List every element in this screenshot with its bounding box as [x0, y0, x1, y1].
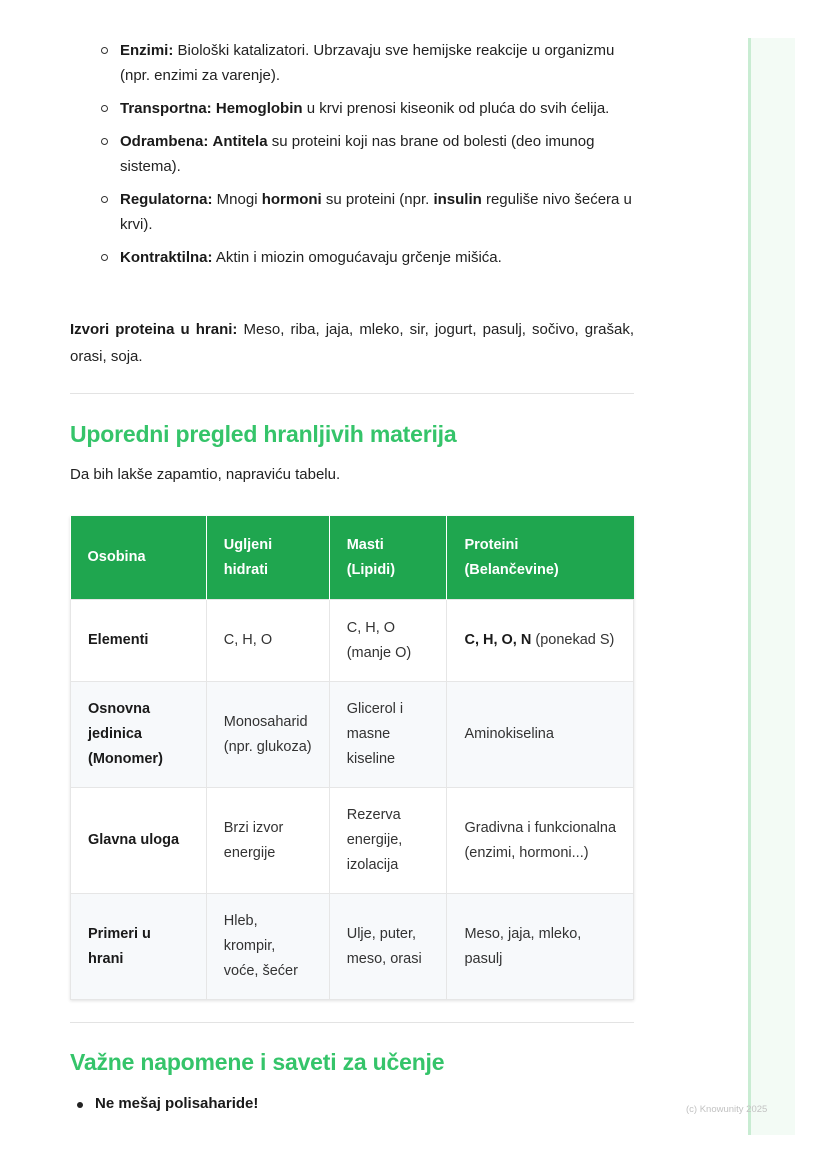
section-divider: [70, 1022, 634, 1023]
table-row: [71, 682, 634, 788]
list-item: [100, 245, 634, 270]
protein-sources-text: Meso, riba, jaja, mleko, sir, jogurt, pasulj, sočivo, grašak, orasi, soja.: [70, 321, 634, 365]
bold-text: Antitela: [212, 133, 268, 150]
text-run: u krvi prenosi kiseonik od pluća do svih ćelija.: [302, 100, 610, 117]
text-run: Aminokiselina: [464, 726, 554, 742]
table-cell: [447, 788, 634, 894]
table-cell: [447, 600, 634, 682]
table-header-cell: Proteini (Belančevine): [447, 516, 634, 600]
text-run: Mnogi: [212, 191, 262, 208]
row-label-cell: Elementi: [71, 600, 207, 682]
table-cell: [206, 682, 329, 788]
list-item: [100, 187, 634, 237]
table-cell: [329, 600, 447, 682]
table-cell: [329, 788, 447, 894]
table-row: [71, 894, 634, 1000]
row-label-cell: Primeri u hrani: [71, 894, 207, 1000]
comparison-heading: Uporedni pregled hranljivih materija: [70, 421, 457, 447]
text-run: (ponekad S): [531, 632, 615, 648]
text-run: C, H, O: [223, 632, 273, 648]
bold-text: Enzimi:: [120, 42, 174, 59]
nutrients-comparison-table: [70, 516, 634, 1000]
text-run: Rezerva energije, izolacija: [346, 807, 403, 873]
text-run: Ulje, puter, meso, orasi: [346, 925, 422, 967]
table-cell: [329, 894, 447, 1000]
list-item: [100, 96, 634, 121]
table-cell: [447, 682, 634, 788]
table-header-cell: Masti (Lipidi): [329, 516, 447, 600]
section-divider: [70, 393, 634, 394]
table-cell: [329, 682, 447, 788]
bold-text: hormoni: [261, 191, 322, 208]
table-cell: [206, 600, 329, 682]
bold-text: Hemoglobin: [215, 100, 303, 117]
text-run: su proteini (npr.: [321, 191, 434, 208]
table-header-cell: Ugljeni hidrati: [206, 516, 329, 600]
table-header-cell: Osobina: [71, 516, 207, 600]
table-cell: [206, 788, 329, 894]
text-run: C, H, O (manje O): [346, 619, 412, 661]
text-run: reguliše nivo šećera u krvi).: [120, 191, 632, 233]
table-cell: [447, 894, 634, 1000]
side-panel: [748, 38, 795, 1135]
text-run: Brzi izvor energije: [223, 819, 284, 861]
protein-sources-paragraph: [70, 316, 634, 370]
text-run: Meso, jaja, mleko, pasulj: [464, 925, 582, 967]
table-row: [71, 788, 634, 894]
bold-text: C, H, O, N: [464, 632, 532, 648]
bold-text: Kontraktilna:: [120, 249, 213, 266]
list-item: Ne mešaj polisaharide!: [75, 1095, 258, 1112]
tips-heading: Važne napomene i saveti za učenje: [70, 1049, 445, 1075]
text-run: Hleb, krompir, voće, šećer: [223, 913, 298, 979]
list-item: [100, 129, 634, 179]
comparison-intro: Da bih lakše zapamtio, napraviću tabelu.: [70, 466, 341, 483]
row-label-cell: Osnovna jedinica (Monomer): [71, 682, 207, 788]
table-row: [71, 600, 634, 682]
tips-list: [75, 1095, 258, 1112]
table-header-row: [71, 516, 634, 600]
text-run: Aktin i miozin omogućavaju grčenje mišića.: [212, 249, 502, 266]
bold-text: Transportna:: [120, 100, 212, 117]
text-run: Biološki katalizatori. Ubrzavaju sve hemijske reakcije u organizmu (npr. enzimi za varenje).: [120, 42, 615, 84]
row-label-cell: Glavna uloga: [71, 788, 207, 894]
table-cell: [206, 894, 329, 1000]
text-run: Glicerol i masne kiseline: [346, 701, 404, 767]
text-run: Gradivna i funkcionalna (enzimi, hormoni...): [464, 819, 617, 861]
protein-sources-label: Izvori proteina u hrani:: [70, 321, 238, 338]
text-run: Monosaharid (npr. glukoza): [223, 713, 312, 755]
protein-functions-list: [100, 38, 634, 278]
list-item: [100, 38, 634, 88]
bold-text: insulin: [433, 191, 482, 208]
bold-text: Odrambena:: [120, 133, 209, 150]
text-run: su proteini koji nas brane od bolesti (deo imunog sistema).: [120, 133, 595, 175]
bold-text: Regulatorna:: [120, 191, 213, 208]
copyright-text: (c) Knowunity 2025: [686, 1104, 768, 1115]
